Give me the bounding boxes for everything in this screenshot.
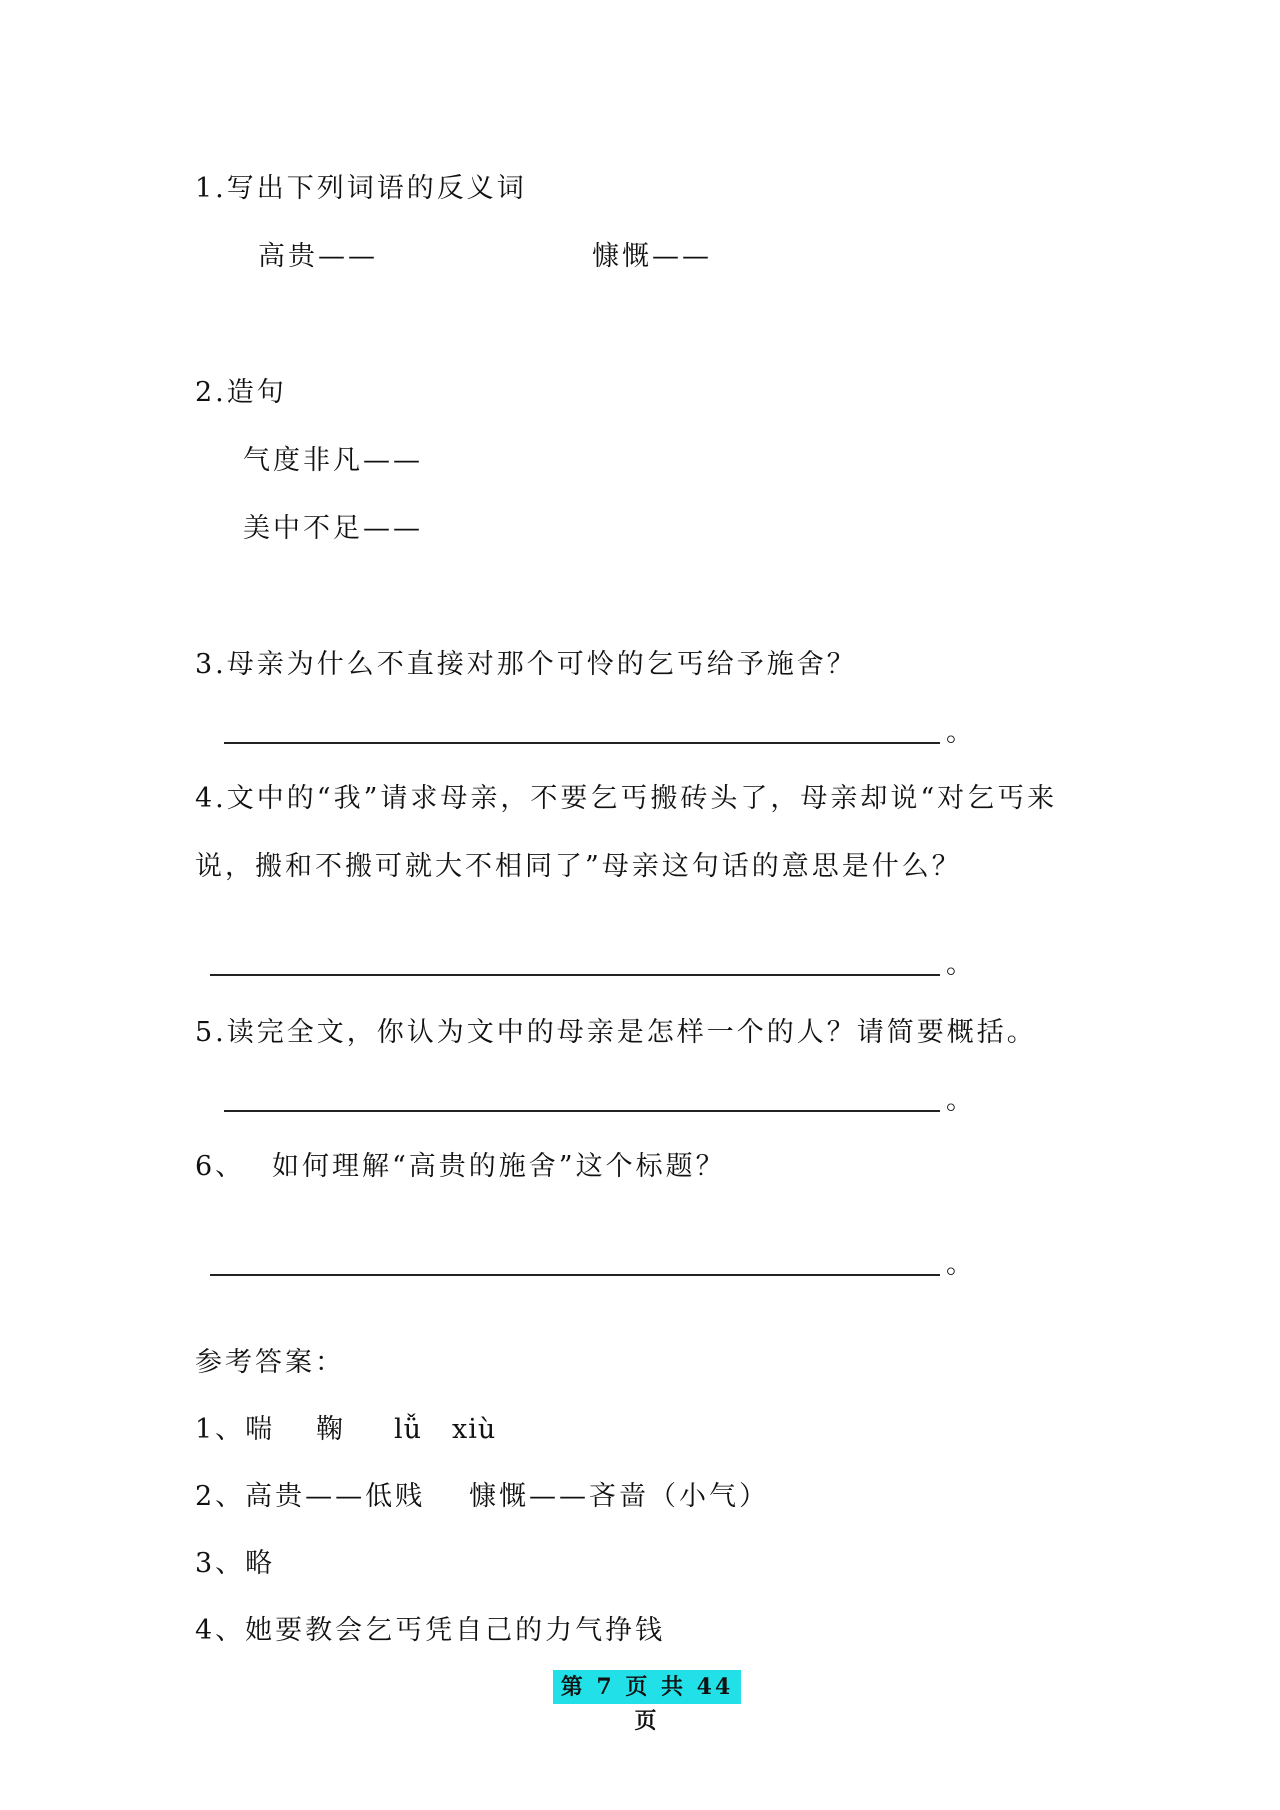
- answer-1-c: lǚ: [394, 1414, 423, 1445]
- q4-line-1: 4.文中的“我”请求母亲，不要乞丐搬砖头了，母亲却说“对乞丐来: [195, 783, 1058, 814]
- q1-word-a: 高贵——: [258, 241, 378, 272]
- q6-title: 如何理解“高贵的施舍”这个标题？: [272, 1151, 726, 1182]
- q1-title: 1.写出下列词语的反义词: [195, 173, 527, 204]
- q2-title: 2.造句: [195, 377, 287, 408]
- answer-1-num: 1、喘: [195, 1414, 276, 1445]
- answer-2-b: 慷慨——吝啬（小气）: [469, 1481, 769, 1512]
- answer-3: 3、略: [195, 1548, 276, 1579]
- q3-period: 。: [946, 717, 973, 748]
- q5-title: 5.读完全文，你认为文中的母亲是怎样一个的人？请简要概括。: [195, 1017, 1037, 1048]
- q2-item-a: 气度非凡——: [243, 445, 423, 476]
- q4-line-2: 说，搬和不搬可就大不相同了”母亲这句话的意思是什么？: [195, 851, 962, 882]
- answer-4: 4、她要教会乞丐凭自己的力气挣钱: [195, 1615, 666, 1646]
- q6-number: 6、: [195, 1151, 246, 1182]
- q6-period: 。: [946, 1249, 973, 1280]
- answer-1-d: xiù: [452, 1414, 497, 1445]
- q4-answer-line[interactable]: [210, 974, 940, 976]
- q5-period: 。: [946, 1085, 973, 1116]
- page-number-indicator: 第 7 页 共 44 页: [553, 1670, 741, 1704]
- q1-word-b: 慷慨——: [592, 241, 712, 272]
- answers-heading: 参考答案：: [195, 1347, 345, 1378]
- q6-answer-line[interactable]: [210, 1274, 940, 1276]
- answer-1-b: 鞠: [316, 1414, 346, 1445]
- q5-answer-line[interactable]: [224, 1110, 940, 1112]
- answer-2-a: 2、高贵——低贱: [195, 1481, 426, 1512]
- q4-period: 。: [946, 949, 973, 980]
- q2-item-b: 美中不足——: [243, 513, 423, 544]
- q3-title: 3.母亲为什么不直接对那个可怜的乞丐给予施舍？: [195, 649, 857, 680]
- q3-answer-line[interactable]: [224, 742, 940, 744]
